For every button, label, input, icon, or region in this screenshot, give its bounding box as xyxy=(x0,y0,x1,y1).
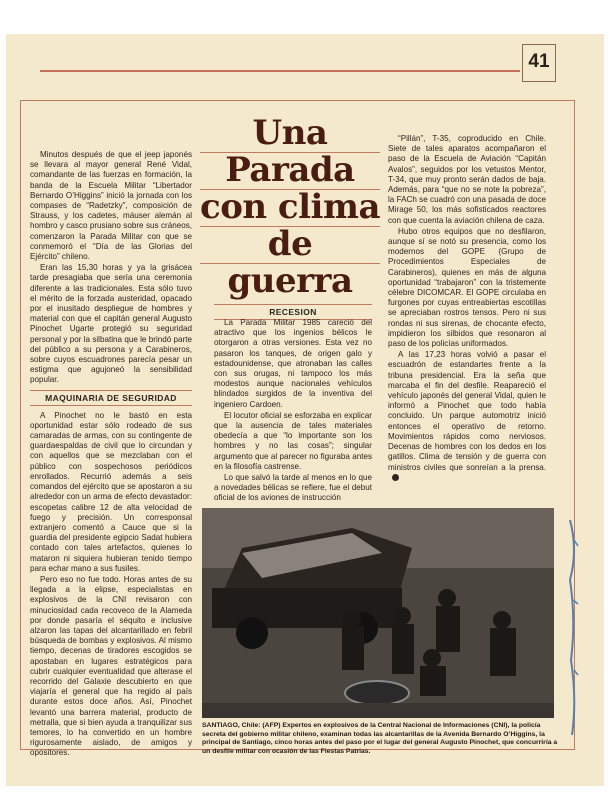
column-2 xyxy=(214,318,372,505)
photo-illustration xyxy=(202,508,554,718)
title-line-5: guerra xyxy=(227,261,353,301)
column-3 xyxy=(388,134,546,484)
article-title xyxy=(200,113,380,301)
paragraph: Hubo otros equipos que no desfilaron, aunque sí se notó su presencia, como los modernos del GOPE (Grupo de Procedimientos Especiales de Carabineros), quienes en más de alguna oportunidad “trabajaron” con la tristemente célebre DICOMCAR. El GOPE circulaba en furgones por cuyas entreabiertas escotillas se apreciaban rostros tensos. Pero ni sus rondas ni sus sirenas, de chocante efecto, impidieron los silbidos que resonaron al paso de los policías uniformados. xyxy=(388,226,546,349)
paragraph: A Pinochet no le bastó en esta oportunidad estar sólo rodeado de sus camaradas de armas, con su contingente de guardaespaldas de civil que lo circundan y con aquellos que se mezclaban con el público con sospechosos periódicos enrollados. Recurrió además a seis comandos del ejército que se apostaron a su alrededor con un arma de efecto devastador: escopetas calibre 12 de alta velocidad de fuego y precisión. Un corresponsal extranjero comentó a Cauce que si la guardia del presidente egipcio Sadat hubiera contado con tales artefactos, quienes lo mataron ni siquiera hubieran tenido tiempo para echar mano a sus fusiles. xyxy=(30,410,192,573)
handwritten-marks xyxy=(562,510,584,740)
photo-caption: SANTIAGO, Chile: (AFP) Expertos en explosivos de la Central Nacional de Informaciones (CNI), la policía secreta del gobierno militar chileno, examinan todas las alcantarillas de la Avenida Bernardo O’Higgins, la principal de Santiago, cinco horas antes del paso por el lugar del general Augusto Pinochet, que concurriría a un desfile militar con ocasión de las Fiestas Patrias. xyxy=(202,722,558,755)
news-photo xyxy=(202,508,554,718)
title-line-1: Una xyxy=(200,116,380,153)
paragraph: Eran las 15,30 horas y ya la grisácea tarde presagiaba que sería una ceremonia diferente a las tradicionales. Esta sólo tuvo el mérito de la forzada austeridad, opacado por el inusitado despliegue de hombres y material con que el capitán general Augusto Pinochet Ugarte protegió su seguridad personal y por la silbatina que le brindó parte del público a su persona y a Carabineros, sobre cuyos escuadrones parecía pesar un estigma que agujoneó la sensibilidad popular. xyxy=(30,263,192,385)
paragraph-text: A las 17,23 horas volvió a pasar el escuadrón de estandartes frente a la tribuna presidencial. Era la seña que marcaba el fin del desfile. Reapareció el vehículo japonés del general Vidal, quien le informó a Pinochet que todo había concluido. Un parque automotriz inició entonces el operativo de retorno. Movimientos rápidos como nerviosos. Decenas de hombres con los dedos en los gatillos. Clima de tensión y de guerra con ministros civiles que sonreían a la prensa. xyxy=(388,350,546,472)
top-rule xyxy=(40,70,520,72)
end-bullet-icon xyxy=(392,474,399,481)
subhead-maquinaria: MAQUINARIA DE SEGURIDAD xyxy=(30,390,192,406)
paragraph xyxy=(388,350,546,483)
paragraph: Minutos después de que el jeep japonés se llevara al mayor general René Vidal, comandante de las fuerzas en formación, la banda de la Escuela Militar “Libertador Bernardo O’Higgins” inició la jornada con los compases de “Radetzky”, composición de Strauss, y los cadetes, máuser alemán al hombro y casco prusiano sobre sus cráneos, comenzaron la Parada Militar con que se conmemoró el “Día de las Glorias del Ejército” chileno. xyxy=(30,150,192,262)
paragraph: “Pillán”, T-35, coproducido en Chile. Siete de tales aparatos acompañaron el paso de la Escuela de Aviación “Capitán Avalos”, seguidos por los vetustos Mentor, T-34, que muy pronto serán dados de baja. Además, para “que no se note la pobreza”, la FACh se cuadró con una pasada de doce Mirage 50, los más sofisticados reactores con que cuenta la aviación chilena de caza. xyxy=(388,134,546,225)
title-line-4: de xyxy=(200,227,380,264)
paragraph: Pero eso no fue todo. Horas antes de su llegada a la elipse, especialistas en explosivos de la CNI revisaron con minuciosidad cada recoveco de la Alameda por donde pasaría el séquito e inclusive alzaron las tapas del alcantarillado en febril búsqueda de bombas y explosivos. Al mismo tiempo, decenas de tiradores escogidos se apostaban en lugares estratégicos para cubrir cualquier eventualidad que alterase el recorrido del Galaxie descubierto en que viajaría el general que ha regido al país durante estos doce años. Así, Pinochet levantó una barrera material, producto de metralla, que si bien ayuda a tranquilizar sus temores, lo ha convertido en un hombre rigurosamente aislado, de amigos y opositores. xyxy=(30,574,192,758)
title-line-3: con clima xyxy=(200,187,380,227)
page-number: 41 xyxy=(528,51,550,72)
page-number-box xyxy=(522,44,556,82)
column-1 xyxy=(30,150,192,760)
title-line-2: Parada xyxy=(200,153,380,190)
subhead-recesion: RECESION xyxy=(214,304,372,320)
paragraph: El locutor oficial se esforzaba en explicar que la ausencia de tales materiales obedecía a que “lo importante son los hombres y no las cosas”; singular argumento que al parecer no figuraba antes en la filosofía castrense. xyxy=(214,410,372,471)
paragraph: Lo que salvó la tarde al menos en lo que a novedades bélicas se refiere, fue el debut oficial de los aviones de instrucción xyxy=(214,473,372,503)
paragraph: La Parada Militar 1985 careció del atractivo que los ingenios bélicos le otorgaron a otras versiones. Esta vez no pasaron los tanques, de origen galo y estadounidense, que atronaban las calles con sus orugas, ni tampoco los más modestos aunque nacionales vehículos blindados surgidos de la inventiva del ingeniero Cardoen. xyxy=(214,318,372,409)
